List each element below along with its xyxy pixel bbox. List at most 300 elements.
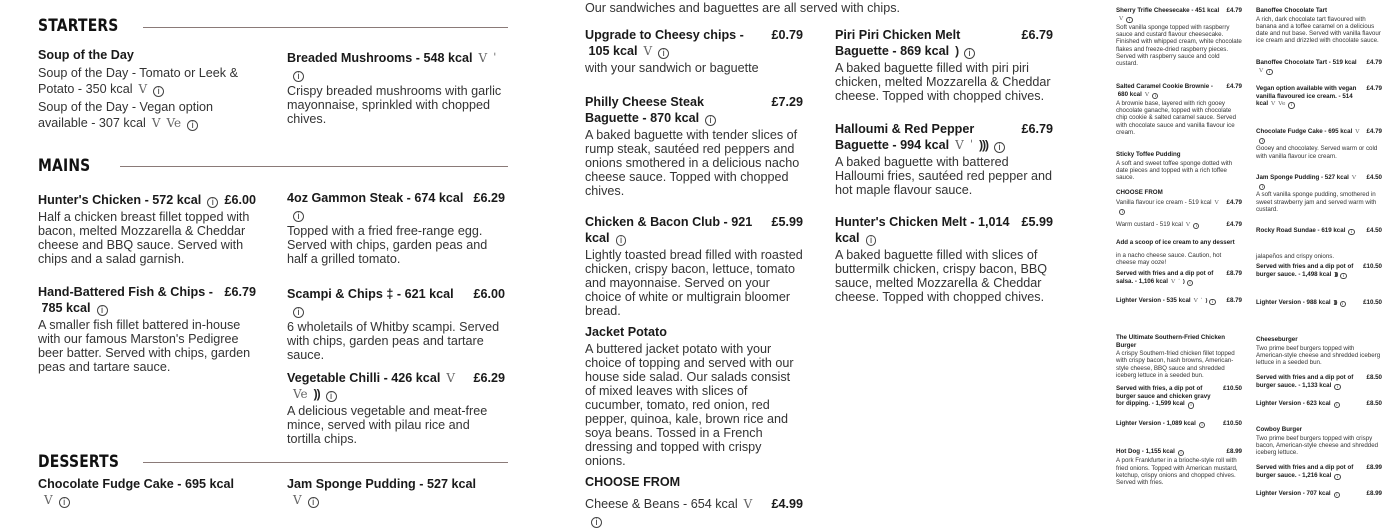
vegetarian-icon: V xyxy=(1170,278,1176,285)
menu-item xyxy=(835,214,1053,304)
item-header xyxy=(835,27,1053,59)
section-divider xyxy=(143,462,508,463)
item-price: £6.79 xyxy=(1021,28,1053,42)
vegetarian-icon: V xyxy=(643,44,653,58)
item-header xyxy=(1256,174,1382,190)
item-title xyxy=(585,214,765,246)
item-header xyxy=(1256,336,1382,344)
item-price: £8.79 xyxy=(1226,297,1242,304)
sandwiches-intro: Our sandwiches and baguettes are all served with chips. xyxy=(585,1,901,15)
item-description: Lightly toasted bread filled with roasted chicken, crispy bacon, lettuce, tomato and mayonnaise. Served on your choice of white or multigrain bloomer bread. xyxy=(585,248,803,318)
item-calories: - 1,216 kcal xyxy=(1297,472,1332,479)
item-calories: - 1,155 kcal xyxy=(1140,448,1175,455)
info-icon[interactable]: i xyxy=(1259,184,1265,190)
item-name: Vegan option available with vegan vanilla flavoured ice cream. xyxy=(1256,85,1357,100)
info-icon[interactable]: i xyxy=(994,142,1005,153)
info-icon[interactable]: i xyxy=(866,235,877,246)
item-title xyxy=(1116,189,1242,197)
menu-item xyxy=(287,286,505,362)
item-calories: - 527 kcal xyxy=(416,477,476,491)
vegetarian-icon: V xyxy=(743,497,753,511)
item-title xyxy=(1256,336,1382,344)
item-header xyxy=(1116,151,1242,159)
info-icon[interactable]: i xyxy=(293,307,304,318)
menu-item xyxy=(1116,189,1242,197)
item-name: Sherry Trifle Cheesecake xyxy=(1116,7,1190,14)
item-price: £4.79 xyxy=(1226,199,1242,206)
item-description: Crispy breaded mushrooms with garlic mayonnaise, sprinkled with chopped chives. xyxy=(287,84,502,126)
item-header xyxy=(835,121,1053,153)
item-name: Piri Piri Chicken Melt Baguette xyxy=(835,28,961,58)
item-calories: - 519 kcal xyxy=(1183,199,1212,206)
chilli-icon: ))) xyxy=(1333,300,1337,306)
allergen-mark-icon: ˈ xyxy=(969,138,974,152)
item-header xyxy=(1116,221,1242,229)
vegetarian-icon: V xyxy=(1271,101,1276,108)
info-icon[interactable]: i xyxy=(1152,93,1158,99)
section-divider xyxy=(143,27,508,28)
item-name: Lighter Version xyxy=(1256,490,1302,497)
item-calories: - 623 kcal xyxy=(1301,400,1331,407)
item-calories: - 527 kcal xyxy=(1319,174,1349,181)
mains-heading: MAINS xyxy=(38,156,91,176)
item-description: A buttered jacket potato with your choice of topping and served with our house side salad. Our salads consist of mixed leaves with slices of cucumber, tomato, red onion, red pepper, quinoa, kale, brown rice and soya beans. Tossed in a French dressing and topped with crispy onions. xyxy=(585,342,794,468)
info-icon[interactable]: i xyxy=(1334,402,1340,408)
menu-item xyxy=(1256,400,1382,408)
item-title xyxy=(1116,385,1217,409)
item-header xyxy=(1256,464,1382,480)
info-icon[interactable]: i xyxy=(1266,69,1272,75)
item-title xyxy=(1256,7,1382,15)
item-calories: - 921 kcal xyxy=(585,215,752,245)
item-description: A baked baguette filled with slices of buttermilk chicken, crispy bacon, BBQ sauce, melted Mozzarella & Cheddar cheese. Topped with chopped chives. xyxy=(835,248,1048,304)
item-calories: - 1,498 kcal xyxy=(1297,271,1332,278)
item-calories: - 451 kcal xyxy=(1190,7,1220,14)
info-icon[interactable]: i xyxy=(1188,402,1194,408)
item-title xyxy=(38,476,238,508)
info-icon[interactable]: i xyxy=(1340,301,1346,307)
vegetarian-icon: V xyxy=(1185,222,1191,228)
item-calories: - 1,089 kcal xyxy=(1161,420,1196,427)
item-name: Jacket Potato xyxy=(585,325,667,339)
item-title xyxy=(38,47,268,63)
item-title xyxy=(1256,426,1382,434)
option-calories: - 307 kcal xyxy=(88,116,146,130)
info-icon[interactable]: i xyxy=(293,211,304,222)
info-icon[interactable]: i xyxy=(187,120,198,131)
item-header xyxy=(1116,297,1242,305)
info-icon[interactable]: i xyxy=(1209,299,1215,305)
menu-item xyxy=(38,476,238,508)
item-price: £8.50 xyxy=(1366,400,1382,407)
item-title xyxy=(585,27,765,59)
info-icon[interactable]: i xyxy=(153,86,164,97)
item-name: Served with fries and a dip pot of burger sauce. xyxy=(1256,464,1354,479)
item-price: £6.29 xyxy=(473,371,505,385)
item-header xyxy=(1256,59,1382,75)
item-price: £10.50 xyxy=(1223,385,1242,392)
item-name: Served with fries and a dip pot of salsa. xyxy=(1116,270,1214,285)
item-header xyxy=(1116,270,1242,286)
item-header xyxy=(585,474,803,490)
menu-item xyxy=(1116,270,1242,286)
item-header xyxy=(1256,400,1382,408)
item-name: Served with fries, a dip pot of burger sauce and chicken gravy for dipping. xyxy=(1116,385,1211,408)
item-price: £10.50 xyxy=(1363,299,1382,306)
item-calories: - 674 kcal xyxy=(403,191,463,205)
item-name: Breaded Mushrooms xyxy=(287,51,413,65)
item-calories: - 548 kcal xyxy=(412,51,472,65)
menu-item xyxy=(1256,128,1382,160)
item-header xyxy=(1116,189,1242,197)
item-calories: - 1,599 kcal xyxy=(1150,400,1185,407)
item-title xyxy=(1256,59,1361,75)
item-price: £4.79 xyxy=(1366,128,1382,135)
vegetarian-icon: V xyxy=(955,138,964,152)
menu-item xyxy=(1256,464,1382,480)
starters-heading: STARTERS xyxy=(38,16,119,36)
item-calories: - 695 kcal xyxy=(1323,128,1353,135)
info-icon[interactable]: i xyxy=(591,517,602,528)
info-icon[interactable]: i xyxy=(1334,384,1340,390)
menu-item xyxy=(1256,374,1382,390)
menu-item xyxy=(1256,336,1382,366)
item-name: CHOOSE FROM xyxy=(585,475,681,489)
menu-item xyxy=(287,190,505,266)
item-title xyxy=(1256,174,1361,190)
item-name: Hot Dog xyxy=(1116,448,1141,455)
item-header xyxy=(287,190,505,222)
item-description: A rich, dark chocolate tart flavoured with banana and a toffee caramel on a delicious date and nut base. Served with vanilla flavour ice cream and drizzled with chocolate sauce. xyxy=(1256,15,1381,45)
info-icon[interactable]: i xyxy=(59,497,70,508)
item-description: A baked baguette filled with piri piri chicken, melted Mozzarella & Cheddar cheese. Topped with chopped chives. xyxy=(835,61,1051,103)
menu-item xyxy=(38,47,268,131)
item-description: in a nacho cheese sauce. Caution, hot cheese may ooze! xyxy=(1116,252,1222,267)
item-price: £4.79 xyxy=(1226,221,1242,228)
item-title xyxy=(1116,83,1221,99)
info-icon[interactable]: i xyxy=(207,197,218,208)
option-name: Soup of the Day - Vegan option available xyxy=(38,100,214,130)
menu-item xyxy=(287,370,505,446)
item-header xyxy=(287,286,505,318)
menu-item xyxy=(38,284,256,374)
item-name: Cheeseburger xyxy=(1256,336,1298,343)
item-header xyxy=(585,324,803,340)
menu-item xyxy=(1256,490,1382,498)
item-title xyxy=(1256,85,1361,109)
item-title xyxy=(1116,7,1221,23)
item-price: £4.79 xyxy=(1366,85,1382,92)
item-header xyxy=(1116,7,1242,23)
item-name: Scampi & Chips ‡ xyxy=(287,287,394,301)
vegan-icon: Ve xyxy=(293,387,308,401)
item-name: 4oz Gammon Steak xyxy=(287,191,404,205)
info-icon[interactable]: i xyxy=(616,235,627,246)
item-description: jalapeños and crispy onions. xyxy=(1256,253,1335,260)
vegetarian-icon: V xyxy=(1144,91,1150,98)
item-price: £4.50 xyxy=(1366,174,1382,181)
chilli-icon: ))) xyxy=(979,138,989,152)
menu-item xyxy=(287,50,507,126)
menu-item xyxy=(585,214,803,318)
item-header xyxy=(1116,199,1242,215)
menu-item xyxy=(1256,227,1382,235)
vegetarian-icon: V xyxy=(1355,129,1360,135)
item-description: A delicious vegetable and meat-free mince, served with pilau rice and tortilla chips. xyxy=(287,404,488,446)
item-header xyxy=(38,476,238,508)
item-calories: - 869 kcal xyxy=(889,44,949,58)
item-price: £8.99 xyxy=(1366,464,1382,471)
item-name: Chocolate Fudge Cake xyxy=(1256,128,1323,135)
item-header xyxy=(1116,83,1242,99)
info-icon[interactable]: i xyxy=(1178,450,1184,456)
item-title xyxy=(1116,334,1242,349)
item-calories: - 1,133 kcal xyxy=(1297,382,1332,389)
item-title xyxy=(585,474,803,490)
item-header xyxy=(1256,299,1382,307)
menu-item xyxy=(585,27,803,75)
item-calories: - 535 kcal xyxy=(1161,297,1191,304)
chilli-icon: ) xyxy=(1182,278,1184,285)
menu-item xyxy=(1116,151,1242,181)
info-icon[interactable]: i xyxy=(326,391,337,402)
menu-item xyxy=(1116,297,1242,305)
item-name: Hunter's Chicken xyxy=(38,193,142,207)
item-name: Lighter Version xyxy=(1256,299,1302,306)
item-title xyxy=(287,476,487,508)
item-option xyxy=(38,65,268,97)
item-name: The Ultimate Southern-Fried Chicken Burger xyxy=(1116,334,1225,349)
item-name: Vegetable Chilli xyxy=(287,371,381,385)
menu-item xyxy=(1256,85,1382,109)
item-description: A smaller fish fillet battered in-house with our famous Marston's Pedigree beer batter. Served with chips, garden peas and tartare sauce. xyxy=(38,318,251,374)
item-title xyxy=(1256,464,1361,480)
menu-item xyxy=(1256,174,1382,213)
item-description: Topped with a fried free-range egg. Served with chips, garden peas and half a grilled tomato. xyxy=(287,224,488,266)
item-calories: - 1,106 kcal xyxy=(1133,278,1168,285)
item-calories: - 870 kcal xyxy=(639,111,699,125)
item-price: £4.99 xyxy=(771,497,803,511)
item-name: Jam Sponge Pudding xyxy=(1256,174,1320,181)
menu-item xyxy=(585,474,803,490)
item-price: £7.29 xyxy=(771,95,803,109)
info-icon[interactable]: i xyxy=(658,48,669,59)
item-price: £5.99 xyxy=(771,215,803,229)
menu-item xyxy=(1116,83,1242,136)
item-title xyxy=(1116,297,1221,305)
info-icon[interactable]: i xyxy=(1199,422,1205,428)
item-price: £5.99 xyxy=(1021,215,1053,229)
item-calories: - 994 kcal xyxy=(889,138,949,152)
item-price: £8.79 xyxy=(1226,270,1242,277)
info-icon[interactable]: i xyxy=(1119,209,1125,215)
item-header xyxy=(1116,239,1242,247)
menu-item xyxy=(1116,385,1242,409)
allergen-mark-icon: ˈ xyxy=(493,51,497,65)
item-price: £10.50 xyxy=(1363,263,1382,270)
menu-item xyxy=(1116,251,1242,266)
info-icon[interactable]: i xyxy=(964,48,975,59)
info-icon[interactable]: i xyxy=(1187,280,1193,286)
info-icon[interactable]: i xyxy=(293,71,304,82)
menu-item xyxy=(1116,199,1242,215)
vegetarian-icon: V xyxy=(151,116,161,130)
item-title xyxy=(287,370,467,402)
vegetarian-icon: V xyxy=(446,371,455,385)
item-title xyxy=(1256,490,1361,498)
allergen-mark-icon: ˈ xyxy=(1178,278,1180,285)
menu-item xyxy=(835,121,1053,197)
menu-item xyxy=(1256,426,1382,456)
menu-item xyxy=(1256,299,1382,307)
item-header xyxy=(38,47,268,63)
menu-item xyxy=(835,27,1053,103)
item-option xyxy=(38,99,268,131)
vegetarian-icon: V xyxy=(1119,15,1124,22)
desserts-heading: DESSERTS xyxy=(38,452,120,472)
item-header xyxy=(1256,227,1382,235)
info-icon[interactable]: i xyxy=(97,305,108,316)
chilli-icon: ) xyxy=(955,44,959,58)
info-icon[interactable]: i xyxy=(705,115,716,126)
item-title xyxy=(38,192,218,208)
item-header xyxy=(1116,420,1242,428)
item-header xyxy=(287,50,507,82)
item-description: A soft and sweet toffee sponge dotted with date pieces and topped with a rich toffee sauce. xyxy=(1116,159,1233,181)
item-title xyxy=(1116,221,1221,229)
item-header xyxy=(1116,385,1242,409)
info-icon[interactable]: i xyxy=(1259,138,1265,144)
allergen-mark-icon: ˈ xyxy=(1200,298,1203,304)
item-price: £0.79 xyxy=(771,28,803,42)
item-name: Upgrade to Cheesy chips xyxy=(585,28,737,42)
menu-item xyxy=(1256,263,1382,279)
item-title xyxy=(1256,374,1361,390)
item-description: with your sandwich or baguette xyxy=(585,61,759,75)
item-name: Served with fries and a dip pot of burger sauce. xyxy=(1256,263,1354,278)
info-icon[interactable]: i xyxy=(1193,223,1199,229)
option-name: Soup of the Day - Tomato or Leek & Potato xyxy=(38,66,238,96)
item-calories: - 1,014 kcal xyxy=(835,215,1009,245)
item-header xyxy=(835,214,1053,246)
item-header xyxy=(585,214,803,246)
vegetarian-icon: V xyxy=(1351,175,1357,181)
item-title xyxy=(1116,448,1221,456)
item-name: Lighter Version xyxy=(1256,400,1302,407)
item-title xyxy=(1116,420,1217,428)
item-price: £6.00 xyxy=(473,287,505,301)
item-description: Gooey and chocolatey. Served warm or cold with vanilla flavour ice cream. xyxy=(1256,145,1378,160)
item-title xyxy=(1256,227,1361,235)
item-description: 6 wholetails of Whitby scampi. Served with chips, garden peas and tartare sauce. xyxy=(287,320,500,362)
item-header xyxy=(1256,374,1382,390)
item-price: £6.00 xyxy=(224,193,256,207)
vegetarian-icon: V xyxy=(1214,200,1219,206)
item-title xyxy=(585,94,765,126)
item-header xyxy=(585,496,803,528)
vegetarian-icon: V xyxy=(44,493,53,507)
info-icon[interactable]: i xyxy=(1334,474,1340,480)
item-name: Chocolate Fudge Cake xyxy=(38,477,174,491)
item-calories: - 680 kcal xyxy=(1116,83,1213,98)
item-price: £4.79 xyxy=(1366,59,1382,66)
info-icon[interactable]: i xyxy=(1288,102,1294,108)
item-name: Salted Caramel Cookie Brownie xyxy=(1116,83,1210,90)
item-price: £8.99 xyxy=(1366,490,1382,497)
option-calories: - 350 kcal xyxy=(74,82,132,96)
item-description: A crispy Southern-fried chicken fillet topped with crispy bacon, hash browns, American-style cheese, BBQ sauce and shredded iceberg lettuce in a seeded bun. xyxy=(1116,350,1235,379)
item-title xyxy=(1256,128,1361,144)
item-description: A pork Frankfurter in a brioche-style roll with fried onions. Topped with American mustard, ketchup, crispy onions and chopped chives. Served with fries. xyxy=(1116,457,1238,487)
item-calories: - 621 kcal xyxy=(393,287,453,301)
item-name: Hunter's Chicken Melt xyxy=(835,215,967,229)
item-title xyxy=(287,50,507,82)
item-name: Banoffee Chocolate Tart xyxy=(1256,7,1328,14)
item-name: Banoffee Chocolate Tart xyxy=(1256,59,1328,66)
menu-item xyxy=(1116,420,1242,428)
item-calories: - 572 kcal xyxy=(141,193,201,207)
chilli-icon: ))) xyxy=(1334,271,1338,278)
item-name: Halloumi & Red Pepper Baguette xyxy=(835,122,975,152)
info-icon[interactable]: i xyxy=(1348,229,1354,235)
item-calories: - 519 kcal xyxy=(1154,221,1183,228)
item-name: Philly Cheese Steak Baguette xyxy=(585,95,705,125)
item-title xyxy=(835,214,1015,246)
item-title xyxy=(1116,239,1242,247)
item-header xyxy=(1256,85,1382,109)
item-name: Chicken & Bacon Club xyxy=(585,215,721,229)
item-title xyxy=(287,286,467,318)
item-name: Rocky Road Sundae xyxy=(1256,227,1316,234)
info-icon[interactable]: i xyxy=(308,497,319,508)
item-description: Half a chicken breast fillet topped with bacon, melted Mozzarella & Cheddar cheese and BBQ sauce. Served with chips and a salad garnish. xyxy=(38,210,250,266)
item-price: £10.50 xyxy=(1223,420,1242,427)
item-title xyxy=(1256,299,1357,307)
item-name: Warm custard xyxy=(1116,221,1155,228)
item-description: Two prime beef burgers topped with American-style cheese and shredded iceberg lettuce in a seeded bun. xyxy=(1256,344,1381,366)
item-header xyxy=(38,192,256,208)
item-title xyxy=(585,324,803,340)
info-icon[interactable]: i xyxy=(1340,273,1346,279)
item-price: £8.99 xyxy=(1226,448,1242,455)
item-header xyxy=(1256,128,1382,144)
item-title xyxy=(1116,151,1242,159)
item-description: Two prime beef burgers topped with crispy bacon, American-style cheese and shredded iceberg lettuce. xyxy=(1256,434,1379,456)
item-name: CHOOSE FROM xyxy=(1116,189,1163,196)
item-title xyxy=(1116,270,1221,286)
menu-item xyxy=(1116,239,1242,247)
item-name: Soup of the Day xyxy=(38,48,134,62)
info-icon[interactable]: i xyxy=(1334,492,1340,498)
info-icon[interactable]: i xyxy=(1126,17,1132,23)
item-title xyxy=(38,284,218,316)
menu-item xyxy=(1256,7,1382,44)
vegan-icon: Ve xyxy=(166,116,182,130)
menu-item xyxy=(585,324,803,468)
item-name: Cheese & Beans xyxy=(585,497,680,511)
item-price: £4.79 xyxy=(1226,7,1242,14)
item-calories: - 695 kcal xyxy=(174,477,234,491)
item-calories: - 988 kcal xyxy=(1301,299,1331,306)
item-calories: - 619 kcal xyxy=(1316,227,1346,234)
chilli-icon: )) xyxy=(313,387,320,401)
item-price: £6.29 xyxy=(473,191,505,205)
item-calories: - 426 kcal xyxy=(380,371,440,385)
menu-item xyxy=(1256,252,1382,260)
item-header xyxy=(1256,426,1382,434)
item-title xyxy=(1256,263,1357,279)
item-header xyxy=(1116,448,1242,456)
